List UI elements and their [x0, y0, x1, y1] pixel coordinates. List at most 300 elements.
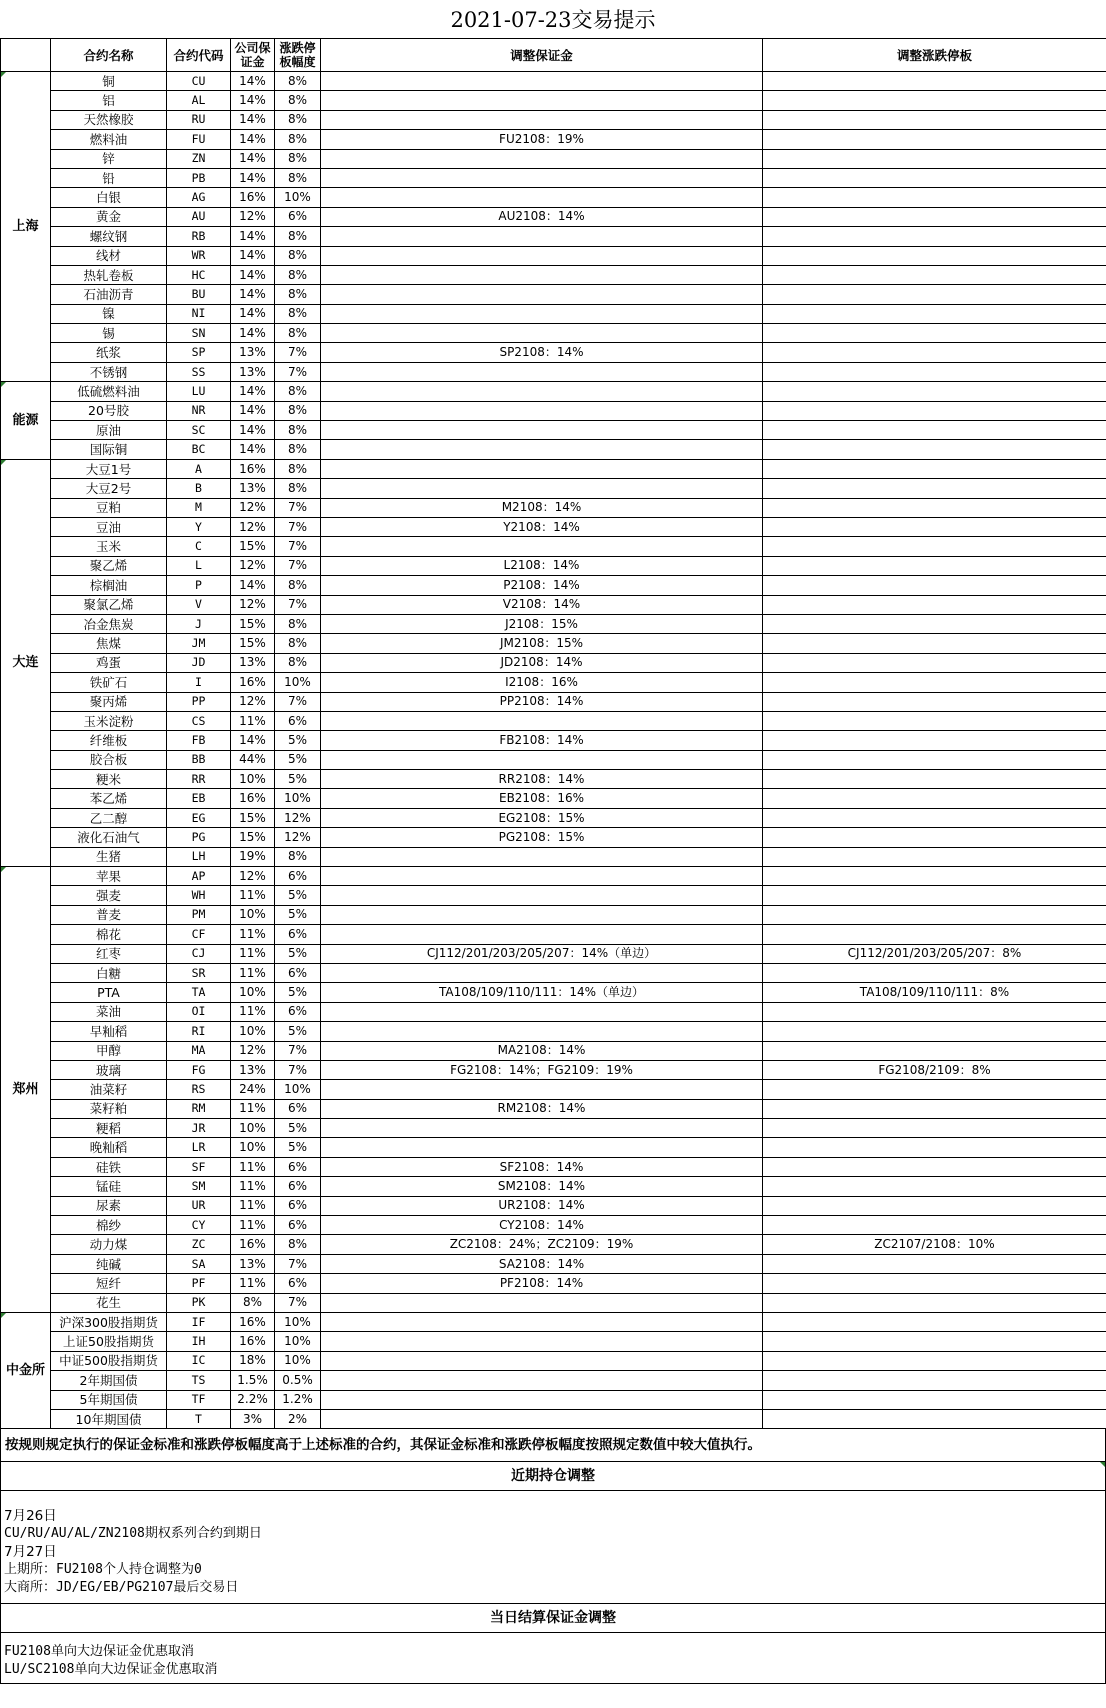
table-row	[1, 1080, 1106, 1099]
limit-cell: 8%	[275, 324, 321, 343]
margin-cell: 14%	[231, 421, 275, 440]
table-row	[1, 1157, 1106, 1176]
table-row	[1, 440, 1106, 459]
limit-cell: 5%	[275, 750, 321, 769]
contract-name-cell: 纯碱	[51, 1254, 167, 1273]
adjusted-margin-cell	[321, 1022, 763, 1041]
limit-cell: 7%	[275, 1254, 321, 1273]
adjusted-margin-cell	[321, 1371, 763, 1390]
table-row	[1, 789, 1106, 808]
margin-cell: 13%	[231, 1254, 275, 1273]
adjusted-limit-cell	[763, 1293, 1106, 1312]
contract-code-cell: Y	[167, 517, 231, 536]
table-row	[1, 130, 1106, 149]
margin-cell: 11%	[231, 711, 275, 730]
contract-code-cell: LR	[167, 1138, 231, 1157]
contract-name-cell: 聚氯乙烯	[51, 595, 167, 614]
contract-code-cell: PM	[167, 905, 231, 924]
adjusted-margin-cell	[321, 440, 763, 459]
contract-name-cell: 锰硅	[51, 1177, 167, 1196]
contract-name-cell: 油菜籽	[51, 1080, 167, 1099]
limit-cell: 7%	[275, 1293, 321, 1312]
limit-cell: 5%	[275, 1119, 321, 1138]
limit-cell: 7%	[275, 1060, 321, 1079]
limit-cell: 6%	[275, 925, 321, 944]
table-row	[1, 983, 1106, 1002]
margin-cell: 15%	[231, 828, 275, 847]
contract-name-cell: 豆油	[51, 517, 167, 536]
adjusted-margin-cell	[321, 382, 763, 401]
exchange-label: 中金所	[5, 1363, 45, 1379]
exchange-cell	[1, 867, 51, 1313]
contract-name-cell: 硅铁	[51, 1157, 167, 1176]
table-row	[1, 1216, 1106, 1235]
adjusted-margin-cell	[321, 1409, 763, 1428]
table-row	[1, 673, 1106, 692]
adjusted-limit-cell	[763, 1099, 1106, 1118]
margin-cell: 11%	[231, 1274, 275, 1293]
exchange-cell	[1, 1313, 51, 1429]
margin-cell: 14%	[231, 246, 275, 265]
limit-cell: 10%	[275, 789, 321, 808]
margin-cell: 10%	[231, 770, 275, 789]
table-row	[1, 1196, 1106, 1215]
limit-cell: 8%	[275, 110, 321, 129]
contract-code-cell: SR	[167, 963, 231, 982]
contract-name-cell: 石油沥青	[51, 285, 167, 304]
contract-code-cell: RS	[167, 1080, 231, 1099]
limit-cell: 8%	[275, 91, 321, 110]
table-row	[1, 653, 1106, 672]
contract-table	[0, 38, 1106, 1429]
contract-code-cell: P	[167, 576, 231, 595]
adjusted-margin-cell: SM2108：14%	[321, 1177, 763, 1196]
margin-cell: 3%	[231, 1409, 275, 1428]
contract-name-cell: 铅	[51, 168, 167, 187]
table-row	[1, 382, 1106, 401]
contract-code-cell: HC	[167, 265, 231, 284]
table-row	[1, 1254, 1106, 1273]
margin-cell: 14%	[231, 382, 275, 401]
limit-cell: 8%	[275, 440, 321, 459]
adjusted-limit-cell	[763, 731, 1106, 750]
contract-code-cell: PF	[167, 1274, 231, 1293]
margin-cell: 14%	[231, 576, 275, 595]
limit-cell: 8%	[275, 72, 321, 91]
contract-code-cell: WH	[167, 886, 231, 905]
table-row	[1, 867, 1106, 886]
position-line: 大商所：JD/EG/EB/PG2107最后交易日	[4, 1580, 239, 1596]
adjusted-margin-cell: ZC2108：24%；ZC2109：19%	[321, 1235, 763, 1254]
contract-name-cell: 大豆1号	[51, 459, 167, 478]
table-row	[1, 110, 1106, 129]
limit-cell: 1.2%	[275, 1390, 321, 1409]
contract-code-cell: UR	[167, 1196, 231, 1215]
limit-cell: 8%	[275, 149, 321, 168]
limit-cell: 8%	[275, 130, 321, 149]
limit-cell: 8%	[275, 382, 321, 401]
limit-cell: 8%	[275, 168, 321, 187]
limit-cell: 8%	[275, 285, 321, 304]
limit-cell: 8%	[275, 265, 321, 284]
contract-code-cell: JR	[167, 1119, 231, 1138]
contract-name-cell: 强麦	[51, 886, 167, 905]
position-line: 上期所：FU2108个人持仓调整为0	[4, 1562, 202, 1578]
adjusted-limit-cell	[763, 401, 1106, 420]
settlement-margin-list	[0, 1633, 1106, 1684]
limit-cell: 10%	[275, 188, 321, 207]
margin-cell: 13%	[231, 362, 275, 381]
adjusted-limit-cell	[763, 265, 1106, 284]
adjusted-limit-cell	[763, 479, 1106, 498]
margin-cell: 14%	[231, 72, 275, 91]
margin-cell: 10%	[231, 905, 275, 924]
contract-code-cell: OI	[167, 1002, 231, 1021]
contract-name-cell: 鸡蛋	[51, 653, 167, 672]
header-adjusted-margin: 调整保证金	[321, 39, 763, 72]
contract-code-cell: RM	[167, 1099, 231, 1118]
table-row	[1, 1022, 1106, 1041]
contract-code-cell: FB	[167, 731, 231, 750]
adjusted-limit-cell	[763, 421, 1106, 440]
adjusted-margin-cell: SP2108：14%	[321, 343, 763, 362]
adjusted-limit-cell	[763, 188, 1106, 207]
contract-code-cell: CF	[167, 925, 231, 944]
limit-cell: 8%	[275, 479, 321, 498]
margin-cell: 15%	[231, 808, 275, 827]
contract-name-cell: 胶合板	[51, 750, 167, 769]
table-row	[1, 227, 1106, 246]
margin-cell: 15%	[231, 537, 275, 556]
adjusted-limit-cell	[763, 1351, 1106, 1370]
table-row	[1, 1138, 1106, 1157]
header-contract-code: 合约代码	[167, 39, 231, 72]
limit-cell: 2%	[275, 1409, 321, 1428]
header-contract-name: 合约名称	[51, 39, 167, 72]
adjusted-limit-cell	[763, 227, 1106, 246]
margin-cell: 24%	[231, 1080, 275, 1099]
adjusted-margin-cell: FG2108：14%；FG2109：19%	[321, 1060, 763, 1079]
margin-cell: 15%	[231, 614, 275, 633]
adjusted-margin-cell: J2108：15%	[321, 614, 763, 633]
limit-cell: 5%	[275, 983, 321, 1002]
adjusted-limit-cell	[763, 168, 1106, 187]
contract-code-cell: EG	[167, 808, 231, 827]
limit-cell: 5%	[275, 944, 321, 963]
adjusted-limit-cell	[763, 673, 1106, 692]
contract-name-cell: 锡	[51, 324, 167, 343]
adjusted-limit-cell	[763, 770, 1106, 789]
table-row	[1, 324, 1106, 343]
contract-code-cell: NI	[167, 304, 231, 323]
margin-cell: 1.5%	[231, 1371, 275, 1390]
adjusted-margin-cell: PF2108：14%	[321, 1274, 763, 1293]
contract-code-cell: PB	[167, 168, 231, 187]
contract-name-cell: 焦煤	[51, 634, 167, 653]
table-row	[1, 401, 1106, 420]
margin-cell: 10%	[231, 1138, 275, 1157]
contract-name-cell: 铝	[51, 91, 167, 110]
adjusted-margin-cell	[321, 72, 763, 91]
contract-code-cell: RU	[167, 110, 231, 129]
margin-cell: 11%	[231, 1157, 275, 1176]
adjusted-margin-cell	[321, 421, 763, 440]
contract-name-cell: 棉花	[51, 925, 167, 944]
margin-cell: 16%	[231, 789, 275, 808]
adjusted-margin-cell	[321, 886, 763, 905]
contract-name-cell: 粳米	[51, 770, 167, 789]
adjusted-limit-cell	[763, 595, 1106, 614]
contract-code-cell: SA	[167, 1254, 231, 1273]
table-row	[1, 595, 1106, 614]
adjusted-margin-cell: TA108/109/110/111：14%（单边）	[321, 983, 763, 1002]
limit-cell: 8%	[275, 401, 321, 420]
settlement-margin-title-text: 当日结算保证金调整	[490, 1610, 616, 1627]
contract-name-cell: 动力煤	[51, 1235, 167, 1254]
limit-cell: 7%	[275, 595, 321, 614]
contract-code-cell: SP	[167, 343, 231, 362]
table-row	[1, 1119, 1106, 1138]
contract-code-cell: EB	[167, 789, 231, 808]
settlement-line: FU2108单向大边保证金优惠取消	[4, 1644, 194, 1660]
adjusted-margin-cell: EG2108：15%	[321, 808, 763, 827]
contract-name-cell: 苯乙烯	[51, 789, 167, 808]
contract-name-cell: 沪深300股指期货	[51, 1313, 167, 1332]
table-row	[1, 731, 1106, 750]
adjusted-limit-cell	[763, 343, 1106, 362]
contract-name-cell: PTA	[51, 983, 167, 1002]
margin-cell: 8%	[231, 1293, 275, 1312]
adjusted-margin-cell	[321, 110, 763, 129]
table-row	[1, 1371, 1106, 1390]
adjusted-limit-cell: CJ112/201/203/205/207：8%	[763, 944, 1106, 963]
corner-marker-icon	[1, 460, 6, 465]
contract-name-cell: 10年期国债	[51, 1409, 167, 1428]
contract-name-cell: 天然橡胶	[51, 110, 167, 129]
contract-code-cell: AG	[167, 188, 231, 207]
adjusted-limit-cell	[763, 789, 1106, 808]
margin-cell: 13%	[231, 653, 275, 672]
position-adjust-list	[0, 1491, 1106, 1604]
adjusted-margin-cell	[321, 1138, 763, 1157]
contract-code-cell: L	[167, 556, 231, 575]
table-row	[1, 1002, 1106, 1021]
margin-cell: 12%	[231, 517, 275, 536]
exchange-label: 上海	[12, 219, 39, 235]
adjusted-limit-cell	[763, 304, 1106, 323]
adjusted-margin-cell	[321, 925, 763, 944]
limit-cell: 6%	[275, 1216, 321, 1235]
table-row	[1, 246, 1106, 265]
table-row	[1, 91, 1106, 110]
adjusted-limit-cell	[763, 711, 1106, 730]
contract-code-cell: MA	[167, 1041, 231, 1060]
table-row	[1, 1060, 1106, 1079]
margin-cell: 10%	[231, 1022, 275, 1041]
contract-name-cell: 棕榈油	[51, 576, 167, 595]
adjusted-limit-cell: ZC2107/2108：10%	[763, 1235, 1106, 1254]
corner-marker-icon	[1, 1313, 6, 1318]
adjusted-margin-cell	[321, 1332, 763, 1351]
exchange-cell	[1, 382, 51, 460]
limit-cell: 7%	[275, 1041, 321, 1060]
adjusted-margin-cell: CJ112/201/203/205/207：14%（单边）	[321, 944, 763, 963]
contract-code-cell: ZN	[167, 149, 231, 168]
adjusted-limit-cell	[763, 130, 1106, 149]
table-row	[1, 692, 1106, 711]
table-row	[1, 459, 1106, 478]
contract-code-cell: TA	[167, 983, 231, 1002]
table-row	[1, 1274, 1106, 1293]
margin-cell: 12%	[231, 1041, 275, 1060]
position-line: 7月27日	[4, 1544, 57, 1561]
adjusted-margin-cell	[321, 537, 763, 556]
margin-cell: 14%	[231, 110, 275, 129]
table-row	[1, 72, 1106, 91]
margin-cell: 13%	[231, 1060, 275, 1079]
adjusted-margin-cell: JD2108：14%	[321, 653, 763, 672]
margin-cell: 11%	[231, 1196, 275, 1215]
table-row	[1, 1313, 1106, 1332]
adjusted-limit-cell	[763, 110, 1106, 129]
adjusted-limit-cell	[763, 1002, 1106, 1021]
header-price-limit: 涨跌停板幅度	[275, 39, 321, 72]
adjusted-margin-cell: M2108：14%	[321, 498, 763, 517]
table-row	[1, 770, 1106, 789]
adjusted-limit-cell	[763, 1313, 1106, 1332]
table-row	[1, 304, 1106, 323]
contract-name-cell: 上证50股指期货	[51, 1332, 167, 1351]
corner-marker-icon	[1, 867, 6, 872]
adjusted-margin-cell: PP2108：14%	[321, 692, 763, 711]
table-row	[1, 517, 1106, 536]
contract-name-cell: 中证500股指期货	[51, 1351, 167, 1370]
contract-name-cell: 聚乙烯	[51, 556, 167, 575]
adjusted-limit-cell	[763, 72, 1106, 91]
margin-cell: 13%	[231, 343, 275, 362]
adjusted-limit-cell	[763, 498, 1106, 517]
limit-cell: 10%	[275, 1313, 321, 1332]
margin-cell: 11%	[231, 925, 275, 944]
contract-name-cell: 短纤	[51, 1274, 167, 1293]
margin-cell: 14%	[231, 304, 275, 323]
table-row	[1, 576, 1106, 595]
limit-cell: 8%	[275, 847, 321, 866]
adjusted-margin-cell	[321, 1080, 763, 1099]
contract-code-cell: TS	[167, 1371, 231, 1390]
contract-code-cell: RB	[167, 227, 231, 246]
table-row	[1, 343, 1106, 362]
limit-cell: 7%	[275, 537, 321, 556]
limit-cell: 7%	[275, 343, 321, 362]
header-adjusted-limit: 调整涨跌停板	[763, 39, 1106, 72]
adjusted-limit-cell	[763, 1216, 1106, 1235]
table-row	[1, 285, 1106, 304]
contract-name-cell: 大豆2号	[51, 479, 167, 498]
margin-cell: 11%	[231, 1216, 275, 1235]
table-row	[1, 168, 1106, 187]
settlement-line: LU/SC2108单向大边保证金优惠取消	[4, 1662, 218, 1678]
table-row	[1, 421, 1106, 440]
contract-code-cell: SM	[167, 1177, 231, 1196]
limit-cell: 8%	[275, 614, 321, 633]
adjusted-margin-cell	[321, 1390, 763, 1409]
table-row	[1, 1177, 1106, 1196]
header-company-margin: 公司保证金	[231, 39, 275, 72]
table-row	[1, 808, 1106, 827]
adjusted-margin-cell	[321, 168, 763, 187]
contract-code-cell: LH	[167, 847, 231, 866]
contract-name-cell: 玉米淀粉	[51, 711, 167, 730]
table-row	[1, 1390, 1106, 1409]
contract-code-cell: T	[167, 1409, 231, 1428]
contract-name-cell: 镍	[51, 304, 167, 323]
contract-name-cell: 白银	[51, 188, 167, 207]
adjusted-limit-cell	[763, 324, 1106, 343]
limit-cell: 7%	[275, 498, 321, 517]
contract-name-cell: 花生	[51, 1293, 167, 1312]
adjusted-limit-cell	[763, 91, 1106, 110]
table-row	[1, 1293, 1106, 1312]
contract-code-cell: JD	[167, 653, 231, 672]
margin-cell: 12%	[231, 692, 275, 711]
contract-name-cell: 红枣	[51, 944, 167, 963]
table-row	[1, 1351, 1106, 1370]
contract-name-cell: 20号胶	[51, 401, 167, 420]
adjusted-limit-cell: FG2108/2109：8%	[763, 1060, 1106, 1079]
adjusted-limit-cell	[763, 886, 1106, 905]
contract-code-cell: ZC	[167, 1235, 231, 1254]
contract-name-cell: 玉米	[51, 537, 167, 556]
margin-cell: 14%	[231, 149, 275, 168]
table-row	[1, 750, 1106, 769]
limit-cell: 6%	[275, 1196, 321, 1215]
contract-name-cell: 早籼稻	[51, 1022, 167, 1041]
contract-code-cell: CS	[167, 711, 231, 730]
adjusted-margin-cell: PG2108：15%	[321, 828, 763, 847]
contract-name-cell: 棉纱	[51, 1216, 167, 1235]
margin-cell: 12%	[231, 556, 275, 575]
adjusted-margin-cell	[321, 459, 763, 478]
margin-cell: 14%	[231, 91, 275, 110]
adjusted-margin-cell	[321, 246, 763, 265]
contract-code-cell: LU	[167, 382, 231, 401]
adjusted-margin-cell: CY2108：14%	[321, 1216, 763, 1235]
contract-code-cell: J	[167, 614, 231, 633]
contract-name-cell: 生猪	[51, 847, 167, 866]
limit-cell: 6%	[275, 1274, 321, 1293]
rule-note: 按规则规定执行的保证金标准和涨跌停板幅度高于上述标准的合约，其保证金标准和涨跌停板幅度按照规定数值中较大值执行。	[0, 1429, 1106, 1462]
adjusted-limit-cell	[763, 285, 1106, 304]
margin-cell: 11%	[231, 963, 275, 982]
table-row	[1, 944, 1106, 963]
margin-cell: 16%	[231, 188, 275, 207]
adjusted-limit-cell	[763, 1022, 1106, 1041]
contract-name-cell: 玻璃	[51, 1060, 167, 1079]
adjusted-limit-cell	[763, 963, 1106, 982]
table-row	[1, 711, 1106, 730]
table-row	[1, 614, 1106, 633]
adjusted-limit-cell	[763, 517, 1106, 536]
adjusted-limit-cell	[763, 847, 1106, 866]
exchange-label: 大连	[12, 655, 39, 671]
limit-cell: 12%	[275, 828, 321, 847]
adjusted-margin-cell	[321, 711, 763, 730]
contract-code-cell: IF	[167, 1313, 231, 1332]
margin-cell: 14%	[231, 440, 275, 459]
contract-name-cell: 低硫燃料油	[51, 382, 167, 401]
contract-code-cell: RI	[167, 1022, 231, 1041]
